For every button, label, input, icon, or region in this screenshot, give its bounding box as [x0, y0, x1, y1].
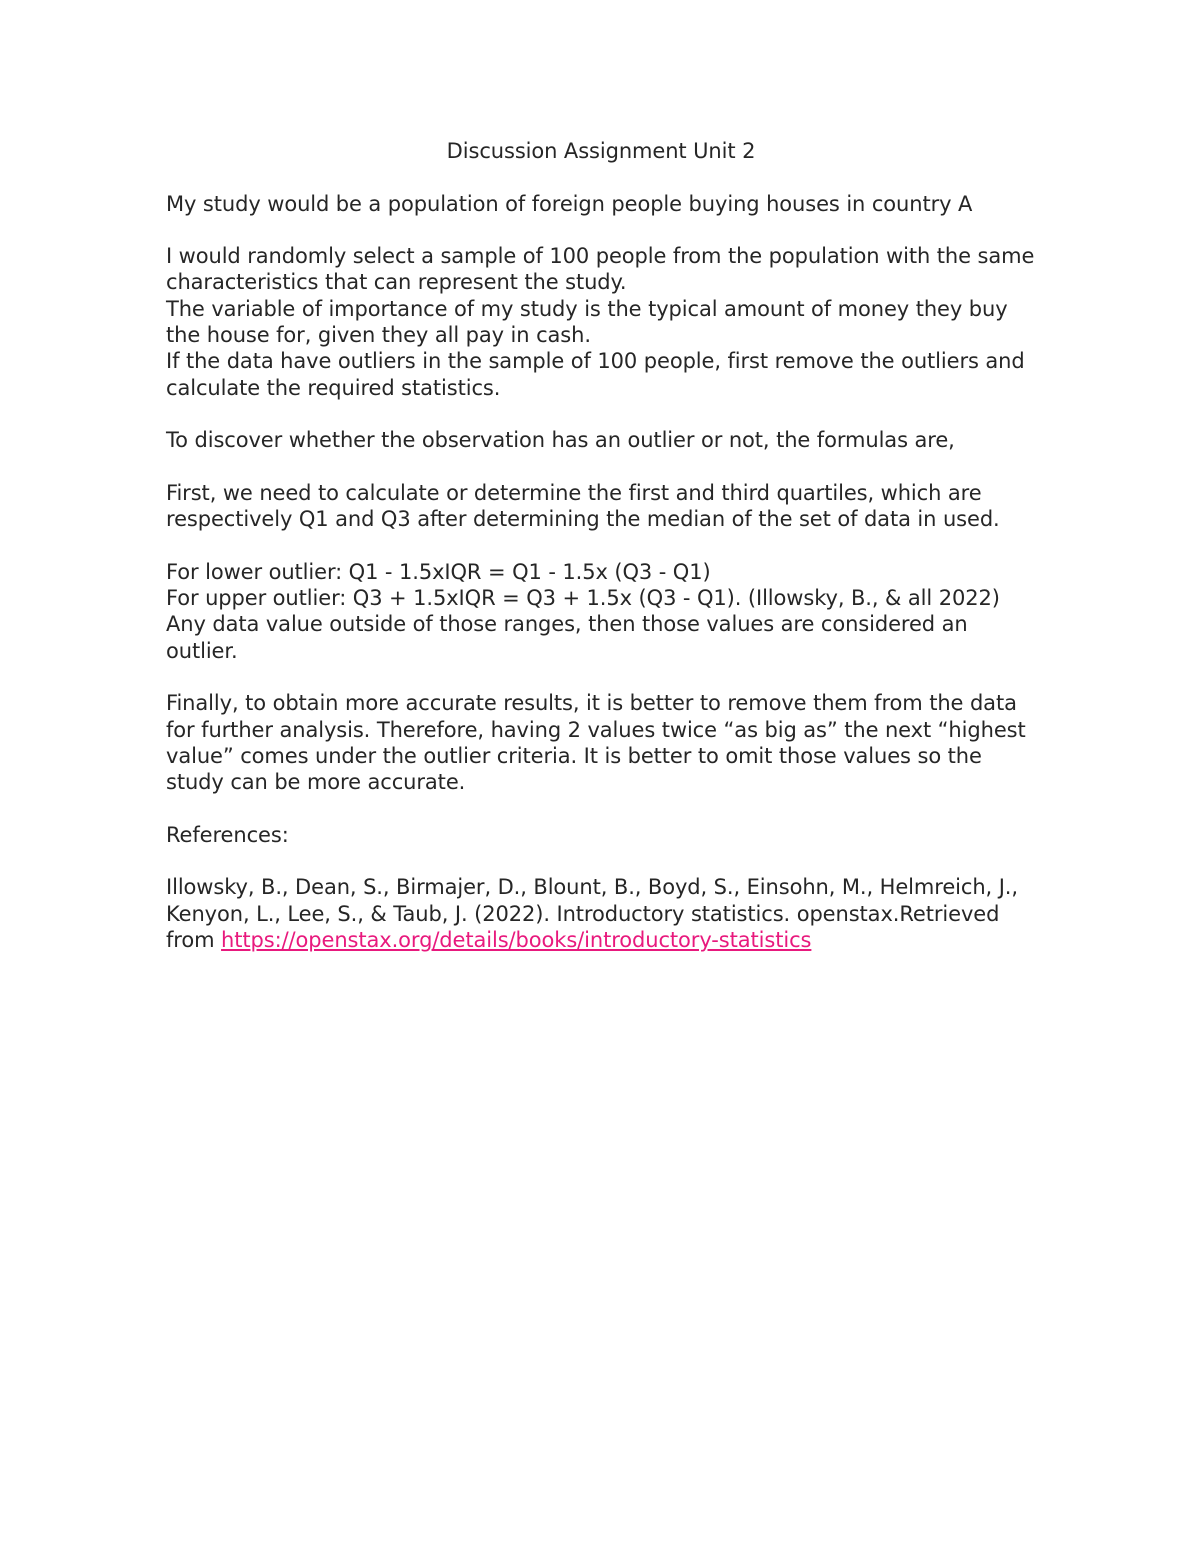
- formula-upper-outlier: For upper outlier: Q3 + 1.5xIQR = Q3 + 1.5x (Q3 - Q1). (Illowsky, B., & all 2022): [166, 586, 1000, 611]
- document-title: Discussion Assignment Unit 2: [446, 139, 756, 163]
- spacer: [166, 454, 1036, 480]
- paragraph-outliers: If the data have outliers in the sample of 100 people, first remove the outliers and calculate the required statistics.: [166, 349, 1025, 400]
- paragraph-conclusion: Finally, to obtain more accurate results, it is better to remove them from the data for further analysis. Therefore, having 2 values twice “as big as” the next “highest value” comes under the outlier criteria. It is better to omit those values so the study can be more accurate.: [166, 691, 1026, 795]
- formula-lower-outlier: For lower outlier: Q1 - 1.5xIQR = Q1 - 1.5x (Q3 - Q1): [166, 559, 711, 584]
- reference-link[interactable]: https://openstax.org/details/books/introductory-statistics: [221, 927, 812, 952]
- paragraph-outside-ranges: Any data value outside of those ranges, then those values are considered an outlier.: [166, 612, 968, 663]
- spacer: [166, 664, 1036, 690]
- paragraph-formulas-intro: To discover whether the observation has an outlier or not, the formulas are,: [166, 428, 955, 453]
- reference-entry: [166, 874, 1036, 953]
- spacer: [166, 217, 1036, 243]
- spacer: [166, 532, 1036, 558]
- paragraph-variable: The variable of importance of my study is the typical amount of money they buy the house for, given they all pay in cash.: [166, 296, 1008, 348]
- references-heading: References:: [166, 822, 289, 847]
- document-body: [166, 138, 1036, 953]
- spacer: [166, 164, 1036, 190]
- spacer: [166, 401, 1036, 427]
- paragraph-population: My study would be a population of foreign people buying houses in country A: [166, 191, 973, 216]
- reference-text: Illowsky, B., Dean, S., Birmajer, D., Blount, B., Boyd, S., Einsohn, M., Helmreich, J., Kenyon, L., Lee, S., & Taub, J. (2022). Introductory statistics. openstax.Retrieved from: [166, 875, 1018, 952]
- spacer: [166, 795, 1036, 821]
- spacer: [166, 848, 1036, 874]
- paragraph-quartiles: First, we need to calculate or determine the first and third quartiles, which are respectively Q1 and Q3 after determining the median of the set of data in used.: [166, 480, 1000, 532]
- paragraph-sample: I would randomly select a sample of 100 people from the population with the same characteristics that can represent the study.: [166, 244, 1035, 295]
